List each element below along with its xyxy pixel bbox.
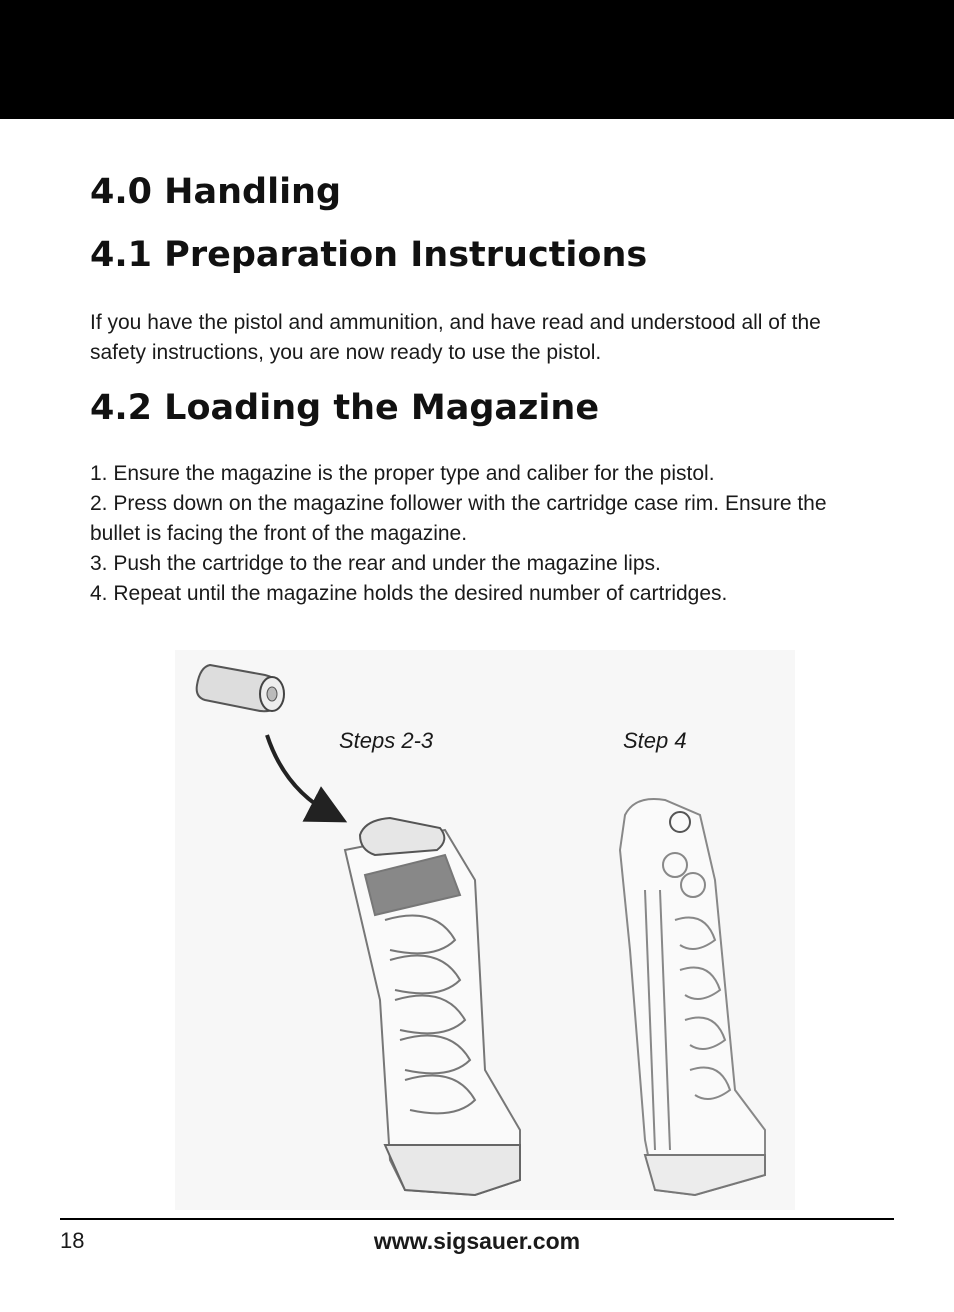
footer-divider <box>60 1218 894 1220</box>
header-band <box>0 0 954 119</box>
section-heading-preparation: 4.1 Preparation Instructions <box>90 235 648 275</box>
section-heading-loading: 4.2 Loading the Magazine <box>90 388 600 428</box>
step-item: 4. Repeat until the magazine holds the desired number of cartridges. <box>90 582 728 605</box>
section-heading-handling: 4.0 Handling <box>90 172 342 212</box>
magazine-full-icon <box>620 799 765 1195</box>
cartridge-icon <box>197 665 284 711</box>
magazine-loading-illustration <box>175 650 795 1210</box>
figure-caption-step-4: Step 4 <box>623 728 687 753</box>
step-item: 3. Push the cartridge to the rear and under the magazine lips. <box>90 552 661 575</box>
loading-steps-list <box>90 459 880 609</box>
insert-arrow-icon <box>267 735 333 815</box>
footer-website: www.sigsauer.com <box>373 1228 581 1254</box>
page-number: 18 <box>60 1228 85 1253</box>
figure-caption-steps-2-3: Steps 2-3 <box>339 728 434 753</box>
intro-paragraph: If you have the pistol and ammunition, and have read and understood all of the safety instructions, you are now ready to use the pistol. <box>90 311 821 364</box>
step-item: 2. Press down on the magazine follower with the cartridge case rim. Ensure the bullet is facing the front of the magazine. <box>90 492 827 545</box>
magazine-loading-icon <box>345 818 520 1195</box>
step-item: 1. Ensure the magazine is the proper type and caliber for the pistol. <box>90 462 715 485</box>
